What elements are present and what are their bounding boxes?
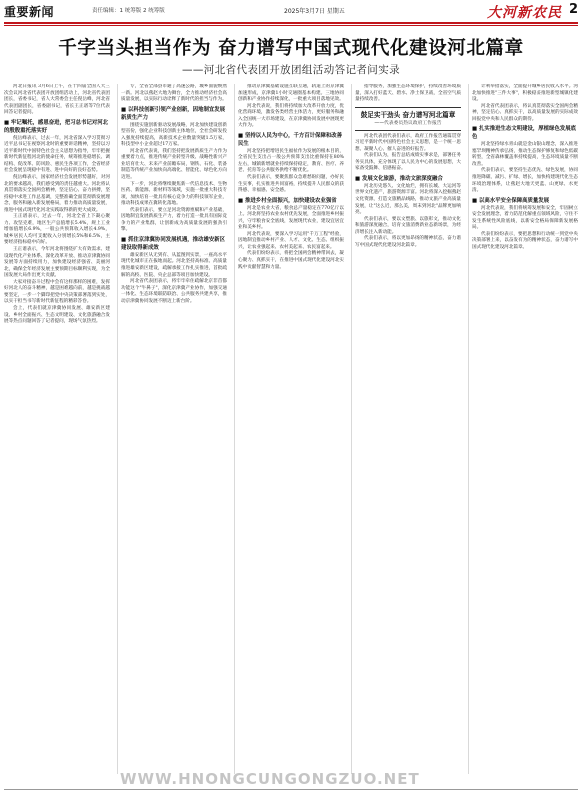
section-name: 重要新闻 xyxy=(4,5,55,19)
sidebar-title: 鼓足实干劲头 奋力谱写河北篇章 xyxy=(360,110,456,119)
paragraph: 河北日报讯 3月6日上午，在十四届全国人大三次会议河北省代表团开放团组活动上，河北省代表团团长，省委书记，省人大常委会主任倪岳峰，河北省代表团副团长，省委副书记，省长王正谱等7位代表回答记者提问。 xyxy=(4,84,110,116)
paragraph: 代表们表示，将以更加昂扬的精神状态，奋力谱写中国式现代化建设河北篇章。 xyxy=(355,236,461,248)
sidebar-subtitle: ——代表委员热议政府工作报告 xyxy=(374,120,442,126)
section-heading: ■ 坚持以人民为中心，千方百计保障和改善民生 xyxy=(238,132,343,147)
paragraph: 大家对接奋斗过程中会有这样那样的困难，发挥好河北人的奋斗精神，越是困难越向前，越是挑战越要坚定，一步一个脚印把党中央决策部署落到实处，以实干担当书写新时代新征程的精彩答卷。 xyxy=(4,279,110,305)
paragraph: 代表们表示，要聚焦群众急难愁盼问题，办好民生实事，扎实推进共同富裕，持续提升人民群众的获得感、幸福感、安全感。 xyxy=(238,175,344,194)
newspaper-logo: 大河新农民 xyxy=(487,5,562,21)
column-5 xyxy=(468,84,578,774)
paragraph: 代表们表示，要以文塑旅、以旅彰文，推动文化和旅游深度融合，培育文旅消费新业态新场景，为经济增长注入新动能。 xyxy=(355,216,461,235)
article-headline: 千字当头担当作为 奋力谱写中国式现代化建设河北篇章 xyxy=(58,38,524,59)
paragraph: 代表们表示，要坚持生态优先、绿色发展，协同推进降碳、减污、扩绿、增长，加快构建现代化生态环境治理体系，让燕赵大地天更蓝、山更绿、水更清。 xyxy=(472,168,578,194)
paragraph: 下一步，河北将继续聚焦新一代信息技术、生物医药、新能源、新材料等领域，实施一批重大科技专项，加快培育一批具有核心竞争力的科技领军企业，推动科技成果在冀转化落地。 xyxy=(121,181,227,207)
footer-rule xyxy=(4,789,578,790)
section-heading: ■ 扎实推进生态文明建设，厚植绿色发展底色 xyxy=(472,126,577,141)
section-heading: ■ 以高水平安全保障高质量发展 xyxy=(472,197,550,204)
paragraph: 会上，代表们就京津冀协同发展、雄安新区建设、乡村全面振兴、生态文明建设、文化旅游融合发展等热点问题回答了记者提问，现场气氛热烈。 xyxy=(4,305,110,325)
paragraph: 河北是农业大省，粮食总产量稳定在770亿斤以上。河北将坚持农业农村优先发展，全面推进乡村振兴，守牢粮食安全底线，发展现代农业，建设宜居宜业和美乡村。 xyxy=(238,205,344,231)
paragraph: 河北代表说，我们将持续加大改革开放力度，优化营商环境，激发各类经营主体活力，更好服务和融入全国统一大市场建设，在京津冀协同发展中展现更大作为。 xyxy=(238,103,344,129)
paragraph: 王正谱表示，过去一年，河北全省上下凝心聚力、攻坚克难，地区生产总值增长5.4%，规上工业增加值增长6.9%，一般公共预算收入增长4.9%，城乡居民人均可支配收入分别增长5%和6.5%，主要经济指标稳中向好。 xyxy=(4,214,110,246)
masthead-rule xyxy=(4,22,578,24)
paragraph: 推动京津冀基础设施互联互通，轨道上的京津冀加速形成，京津冀1小时交通圈基本构建。三地协同创新和产业协作持续深化，一批重大项目落地见效。 xyxy=(238,84,344,103)
page-number: 2 xyxy=(568,2,578,17)
paragraph: 雄安新区从无到有、从蓝图到实景，一座高水平现代化城市正在拔地而起。河北坚持高标准、高质量推进雄安新区建设，疏解承接工作扎实推进，首批疏解的高校、医院、央企总部等项目加快建设。 xyxy=(121,252,227,278)
section-heading: ■ 推进乡村全面振兴，加快建设农业强省 xyxy=(238,197,337,204)
paragraph: 王正谱表示，今年河北将围绕扩大有效需求、建设现代化产业体系、深化改革开放、推动京津冀协同发展等方面持续用力，加快建设经济强省、美丽河北，确保全年经济发展主要预期目标顺利实现，为全国发展大局作出更大贡献。 xyxy=(4,247,110,279)
paragraph: 代表们表示，要立足河北资源禀赋和产业基础，因地制宜发展新质生产力，着力打造一批具有国际竞争力的产业集群，让创新成为高质量发展的强劲引擎。 xyxy=(121,207,227,233)
article-body xyxy=(4,84,578,774)
paragraph: 河北省代表说，我们坚持把发展新质生产力作为重要着力点，推进传统产业转型升级、战略性新兴产业培育壮大、未来产业前瞻布局，钢铁、石化、装备制造等传统产业加快向高端化、智能化、绿色化方向迈进。 xyxy=(121,148,227,181)
paragraph: 代表们纷纷表示，要把思想和行动统一到党中央决策部署上来，以奋发有为的精神状态，奋力谱写中国式现代化建设河北篇章。 xyxy=(472,231,578,250)
paragraph: 代表们认为，报告总结成绩实事求是，部署任务务实具体，充分体现了以人民为中心的发展思想，大家备受鼓舞、倍感振奋。 xyxy=(355,153,461,172)
section-heading: ■ 以科技创新引领产业创新，因地制宜发展新质生产力 xyxy=(121,106,226,121)
paragraph: 倪岳峰表示，过去一年，河北省深入学习贯彻习近平总书记在视察河北时的重要讲话精神，坚持以习近平新时代中国特色社会主义思想为指导，牢牢把握新时代新征程河北的使命任务，统筹推进稳增长、调结构、促改革、防风险、惠民生各项工作，全省经济社会发展呈现稳中有进、进中向好的良好态势。 xyxy=(4,135,110,174)
section-heading: ■ 牢记嘱托，感恩奋进，把习总书记对河北的殷殷重托落实好 xyxy=(4,119,109,134)
masthead xyxy=(4,3,578,21)
paragraph: 河北代表团代表们表示，政府工作报告通篇贯穿习近平新时代中国特色社会主义思想，是一个统一思想、凝聚人心、催人奋进的好报告。 xyxy=(355,133,461,152)
column-1 xyxy=(4,84,110,774)
paragraph: 计利举措落实，全面提升城乡居民收入水平。河北加快推进"三件大事"，积极稳妥推进新型城镇化建设。 xyxy=(472,84,578,103)
paragraph: 河北代表说，要深入学习运用"千万工程"经验，因地制宜推动乡村产业、人才、文化、生态、组织振兴，让农业强起来、农村美起来、农民富起来。 xyxy=(238,231,344,250)
issue-date: 2025年3月7日 星期五 xyxy=(284,8,345,15)
paragraph: 河北坚持绿水青山就是金山银山理念，深入推进塞罕坝精神传承弘扬，推动生态保护修复和绿色低碳转型，全省森林覆盖率持续提高，生态环境质量不断改善。 xyxy=(472,142,578,167)
masthead-rule-thin xyxy=(4,25,578,26)
paragraph: 河北历史悠久、文化灿烂，拥有长城、大运河等世界文化遗产，旅游资源丰富。河北将深入挖掘燕赵文化资源，打造文旅精品线路，推动文旅产业高质量发展，让"这么近，那么美，周末到河北"品牌更加响亮。 xyxy=(355,183,461,216)
paragraph: 代表们纷纷表示，将把全国两会精神带回去，凝心聚力、真抓实干，在推进中国式现代化建设河北实践中贡献智慧和力量。 xyxy=(238,251,344,270)
sidebar-box xyxy=(355,107,461,131)
paragraph: 河北代表说，我们将统筹发展和安全，牢固树立安全发展理念，着力防范化解重点领域风险，守住不发生系统性风险底线，以新安全格局保障新发展格局。 xyxy=(472,205,578,231)
column-3 xyxy=(234,84,344,774)
paragraph: 专，全省全部县市通了高速公路，城乡面貌焕然一新。河北以燕赵大地为舞台，全力推动经济社会高质量发展，以实际行动诠释了新时代的担当与作为。 xyxy=(121,84,227,103)
editor-credits: 责任编辑：1 统筹版 2 统筹版 xyxy=(92,8,165,14)
section-heading: ■ 抓住京津冀协同发展机遇，推动雄安新区建设取得新成效 xyxy=(121,236,226,251)
column-2 xyxy=(117,84,227,774)
section-heading: ■ 发展文化旅游，推动文旅深度融合 xyxy=(355,175,443,182)
paragraph: 河北省代表团表示，将牢牢牵住疏解北京非首都功能这个"牛鼻子"，深化京津冀产业协作，加强交通一体化、生态环境联防联治、公共服务共建共享，推动京津冀协同发展不断迈上新台阶。 xyxy=(121,279,227,304)
paragraph: 指导服务，加强生态环境保护，持续改善环境质量，深入打好蓝天、碧水、净土保卫战，全省空气质量持续改善。 xyxy=(355,84,461,103)
site-watermark: WWW.HNONGCUNGONGZUO.NET xyxy=(120,770,420,788)
paragraph: 河北省代表团表示，将认真贯彻落实全国两会精神，坚定信心、真抓实干，以高质量发展的实际成效回报党中央和人民群众的期待。 xyxy=(472,103,578,122)
paragraph: 河北坚持把增进民生福祉作为发展的根本目的，全省民生支出占一般公共预算支出比重保持在80%左右，城镇新增就业持续保持稳定，教育、医疗、养老、托育等公共服务供给不断优化。 xyxy=(238,148,344,174)
article-subhead: ——河北省代表团开放团组活动答记者问实录 xyxy=(182,64,400,76)
paragraph: 倪岳峰表示，国家经济社会发展形势越好，对河北的要求越高，我们感受到的责任越重大。河北将认真贯彻落实全国两会精神，坚定信心、奋力拼搏，坚持稳中求进工作总基调，完整准确全面贯彻新发展理念，服务和融入新发展格局，着力推动高质量发展，推进中国式现代化河北实践取得新的更大成效。 xyxy=(4,175,110,213)
paragraph: 围绕实施创新驱动发展战略，河北加快建设创新型省份，强化企业科技创新主体地位，全社会研发投入强度持续提高，高新技术企业数量突破1.5万家，科技型中小企业超过17万家。 xyxy=(121,122,227,148)
column-4 xyxy=(351,84,461,774)
